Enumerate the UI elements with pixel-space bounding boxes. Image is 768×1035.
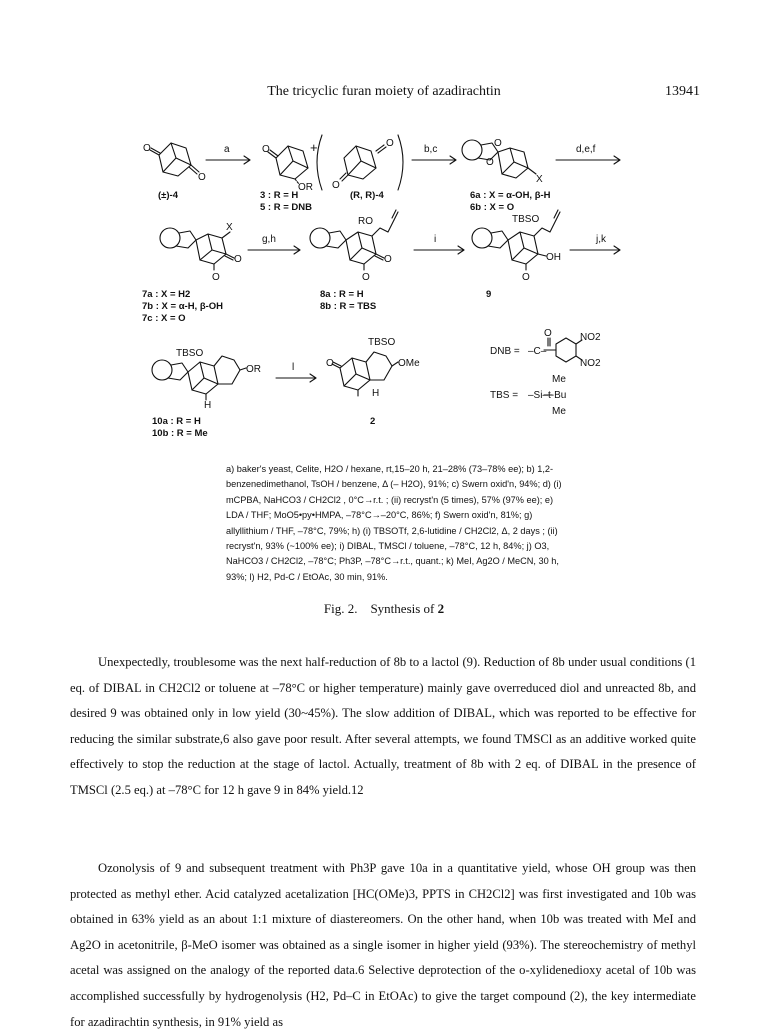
svg-text:H: H	[372, 388, 380, 399]
structure-2	[332, 352, 398, 396]
svg-text:O: O	[384, 254, 392, 265]
svg-text:5 : R = DNB: 5 : R = DNB	[260, 202, 312, 213]
svg-text:OMe: OMe	[398, 358, 420, 369]
body-paragraph-2: Ozonolysis of 9 and subsequent treatment with Ph3P gave 10a in a quantitative yield, whose OH group was then protected as methyl ether. Acid catalyzed acetalization [HC(OMe)3, PPTS in CH2Cl2] was first investigated and 10b was obtained in 63% yield as an about 1:1 mixture of diastereomers. On the other hand, when 10b was treated with MeI and Ag2O in acetonitrile, β-MeO isomer was obtained as a single isomer in higher yield (93%). The stereochemistry of methyl acetal was assigned on the analogy of the reported data.6 Selective deprotection of the o-xylidenedioxy acetal of 10b was accomplished successfully by hydrogenolysis (H2, Pd–C in EtOAc) to give the target compound (2), the key intermediate for azadirachtin synthesis, in 91% yield as	[70, 861, 696, 1029]
svg-text:(R, R)-4: (R, R)-4	[350, 190, 384, 201]
structure-3-5	[268, 146, 308, 184]
svg-text:OR: OR	[298, 182, 313, 193]
svg-text:TBSO: TBSO	[512, 214, 540, 225]
structure-RR-4	[340, 145, 386, 181]
svg-text:O: O	[544, 328, 552, 339]
svg-text:(±)-4: (±)-4	[158, 190, 178, 201]
svg-text:3 : R = H: 3 : R = H	[260, 190, 299, 201]
figure-caption-compound: 2	[437, 601, 445, 616]
svg-text:O: O	[198, 172, 206, 183]
svg-text:TBSO: TBSO	[176, 348, 204, 359]
svg-text:O: O	[494, 138, 502, 149]
svg-text:7b : X = α-H, β-OH: 7b : X = α-H, β-OH	[142, 301, 224, 312]
svg-text:X: X	[226, 222, 233, 233]
svg-text:–C–: –C–	[528, 346, 547, 357]
structure-10	[152, 356, 246, 400]
svg-text:7c : X = O: 7c : X = O	[142, 313, 186, 324]
svg-text:O: O	[386, 138, 394, 149]
svg-text:6a : X = α-OH, β-H: 6a : X = α-OH, β-H	[470, 190, 551, 201]
atom-labels	[143, 138, 561, 411]
dnb-ring	[544, 338, 582, 362]
svg-text:g,h: g,h	[262, 234, 276, 245]
svg-text:–Si–t-Bu: –Si–t-Bu	[528, 390, 567, 401]
svg-text:O: O	[262, 144, 270, 155]
svg-text:+: +	[310, 140, 318, 155]
svg-text:Me: Me	[552, 406, 566, 417]
svg-text:8a : R = H: 8a : R = H	[320, 289, 364, 300]
svg-text:a: a	[224, 144, 230, 155]
figure-caption-text: Synthesis of	[370, 601, 435, 616]
svg-text:6b : X = O: 6b : X = O	[470, 202, 515, 213]
structure-4	[150, 143, 199, 176]
svg-text:O: O	[362, 272, 370, 283]
svg-text:RO: RO	[358, 216, 373, 227]
body-paragraph-1: Unexpectedly, troublesome was the next half-reduction of 8b to a lactol (9). Reduction of 8b under usual conditions (1 eq. of DIBAL in CH2Cl2 or toluene at –78°C or higher temperature) mainly gave overreduced diol and unreacted 8b, and desired 9 was obtained only in low yield (30~45%). The slow addition of DIBAL, which was reported to be effective for reducing the similar substrate,6 also gave poor result. After several attempts, we found TMSCl as an additive worked quite effectively to stop the reduction at the stage of lactol. Actually, treatment of 8b with 2 eq. of DIBAL in the presence of TMSCl (2.5 eq.) at –78°C for 12 h gave 9 in 84% yield.12	[70, 655, 696, 797]
legend	[490, 328, 601, 417]
svg-text:l: l	[292, 362, 295, 373]
svg-text:O: O	[486, 157, 494, 168]
svg-text:O: O	[234, 254, 242, 265]
svg-text:7a : X = H2: 7a : X = H2	[142, 289, 191, 300]
svg-text:NO2: NO2	[580, 358, 601, 369]
svg-text:Me: Me	[552, 374, 566, 385]
svg-text:DNB =: DNB =	[490, 346, 520, 357]
svg-text:O: O	[143, 143, 151, 154]
svg-text:d,e,f: d,e,f	[576, 144, 596, 155]
svg-text:O: O	[332, 180, 340, 191]
figure-label: Fig. 2.	[323, 601, 358, 616]
svg-text:9: 9	[486, 289, 492, 300]
svg-text:OR: OR	[246, 364, 261, 375]
svg-text:TBS =: TBS =	[490, 390, 519, 401]
svg-text:H: H	[204, 400, 212, 411]
page-number: 13941	[665, 84, 700, 99]
svg-text:O: O	[522, 272, 530, 283]
reaction-conditions: a) baker's yeast, Celite, H2O / hexane, rt,15–20 h, 21–28% (73–78% ee); b) 1,2-benzenedimethanol, TsOH / benzene, Δ (– H2O), 91%; c) Swern oxid'n, 94%; d) (i) mCPBA, NaHCO3 / CH2Cl2 , 0°C→r.t. ; (ii) recryst'n (5 times), 57% (97% ee); e) LDA / THF; MoO5•py•HMPA, –78°C→–20°C, 86%; f) Swern oxid'n, 81%; g) allyllithium / THF, –78°C, 79%; h) (i) TBSOTf, 2,6-lutidine / CH2Cl2, Δ, 2 days ; (ii) recryst'n, 93% (~100% ee); i) DIBAL, TMSCl / toluene, –78°C, 12 h, 84%; j) O3, NaHCO3 / CH2Cl2, –78°C; Ph3P, –78°C→r.t., quant.; k) MeI, Ag2O / MeCN, 30 h, 93%; l) H2, Pd-C / EtOAc, 30 min, 91%.	[226, 464, 562, 582]
svg-text:NO2: NO2	[580, 332, 601, 343]
svg-text:OH: OH	[546, 252, 561, 263]
svg-text:10b : R = Me: 10b : R = Me	[152, 428, 208, 439]
svg-text:X: X	[536, 174, 543, 185]
svg-text:10a : R = H: 10a : R = H	[152, 416, 201, 427]
svg-text:i: i	[434, 234, 437, 245]
svg-text:TBSO: TBSO	[368, 337, 396, 348]
svg-text:b,c: b,c	[424, 144, 438, 155]
svg-text:j,k: j,k	[596, 234, 606, 245]
svg-text:2: 2	[370, 416, 376, 427]
structure-7	[160, 228, 234, 270]
figure-caption	[0, 601, 768, 617]
running-title: The tricyclic furan moiety of azadirachtin	[267, 84, 501, 99]
svg-text:O: O	[326, 358, 334, 369]
svg-text:O: O	[212, 272, 220, 283]
synthesis-scheme	[0, 0, 768, 462]
svg-text:8b : R = TBS: 8b : R = TBS	[320, 301, 377, 312]
